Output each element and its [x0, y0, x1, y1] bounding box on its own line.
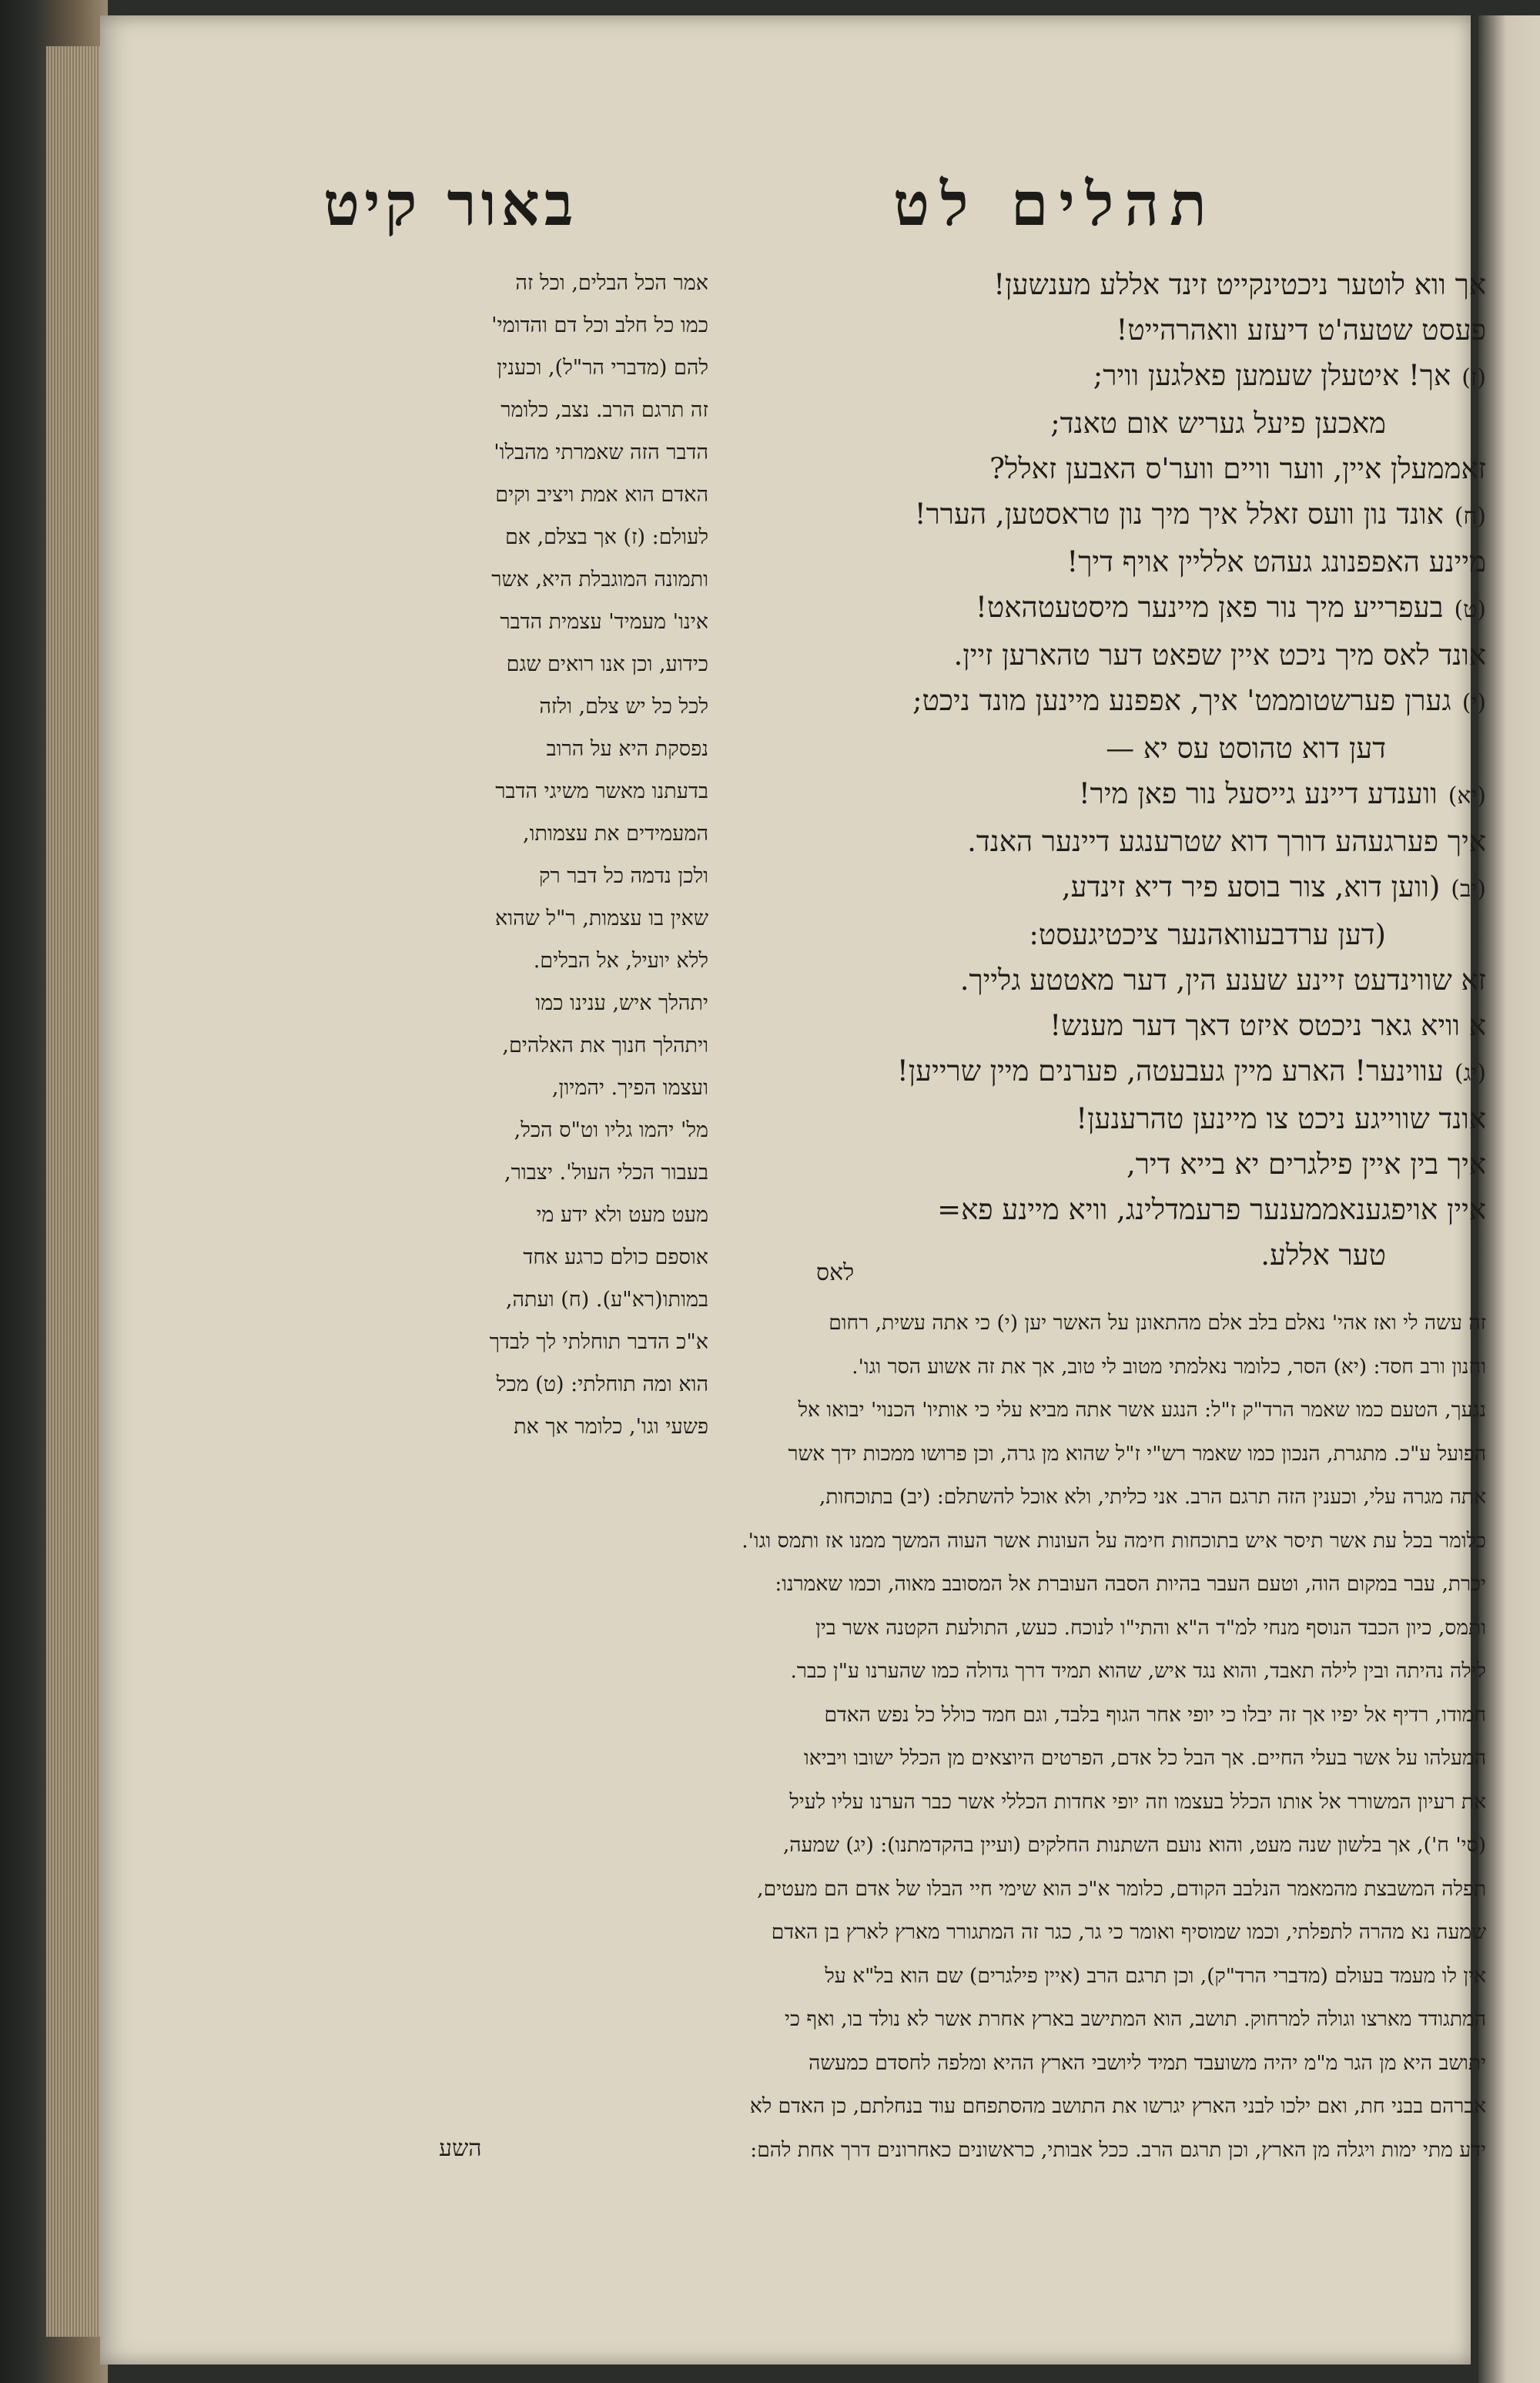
poem-line	[708, 307, 1486, 353]
verse-number: (ט)	[1454, 596, 1486, 623]
poem-text: מיינע האפפנונג געהט אלליין אויף דיך!	[1066, 545, 1486, 578]
next-page-edge	[1478, 15, 1540, 2383]
commentary-line: כידוע, וכן אנו רואים שגם	[506, 652, 708, 676]
commentary-line: ויתהלך חנוך את האלהים,	[502, 1034, 708, 1057]
page-edges	[46, 46, 106, 2337]
bottom-commentary-line: כלומר בכל עת אשר תיסר איש בתוכחות חימה על העונות אשר העוה המשך ממנו אז ותמס וגו'.	[742, 1528, 1486, 1553]
poem-text: א וויא גאר ניכטס איזט דאך דער מענש!	[1050, 1009, 1486, 1042]
commentary-line: ותמונה המוגבלת היא, אשר	[491, 568, 708, 592]
commentary-line: להם (מדברי הר"ל), וכענין	[497, 356, 708, 380]
poem-line	[708, 262, 1486, 307]
bottom-commentary-line: יכרת, עבר במקום הוה, וטעם העבר בהיות הסבה העוברת אל המסובב מאוה, וכמו שאמרנו:	[775, 1572, 1486, 1596]
poem-line	[708, 912, 1486, 957]
poem-text: אונד שווייגע ניכט צו מיינען טהרענען!	[1076, 1102, 1486, 1135]
poem-line	[708, 1096, 1486, 1141]
poem-text: פעסט שטעה'ט דיעזע וואהרהייט!	[1116, 313, 1486, 347]
verse-number: (יא)	[1448, 783, 1486, 809]
bottom-commentary-line: (סי' ח'), אך בלשון שנה מעט, והוא נועם השתנות החלקים (ועיין בהקדמתנו): (יג) שמעה,	[782, 1833, 1486, 1857]
poem-line	[708, 1141, 1486, 1187]
poem-line	[708, 585, 1486, 632]
poem-text: (דען ערדבעוואהנער ציכטיגעסט:	[1029, 918, 1386, 951]
commentary-line: הוא ומה תוחלתי: (ט) מכל	[496, 1372, 708, 1396]
bottom-commentary-line: ותמס, כיון הכבד הנוסף מנחי למ"ד ה"א והתי"ו לנוכח. כעש, התולעת הקטנה אשר בין	[815, 1615, 1486, 1640]
psalm-page-title: תהלים לט	[893, 169, 1217, 240]
verse-number: (יב)	[1451, 876, 1486, 903]
running-header	[100, 169, 1471, 262]
commentary-line: פשעי וגו', כלומר אך את	[514, 1415, 708, 1439]
commentary-page-title: באור קיט	[323, 169, 578, 240]
poem-text: איך פערגעהע דורך דוא שטרענגע דיינער האנד.	[967, 825, 1486, 858]
poem-text: גערן פערשטוממט' איך, אפפנע מיינען מונד ניכט;	[912, 684, 1451, 717]
book-page	[100, 15, 1486, 2365]
poem-text: אונד לאס מיך ניכט איין שפאט דער טהארען זיין.	[953, 638, 1486, 672]
poem-line	[708, 446, 1486, 491]
verse-number: (י)	[1461, 689, 1486, 716]
commentary-line: הדבר הזה שאמרתי מהבלו'	[494, 441, 708, 464]
poem-line	[708, 491, 1486, 539]
poem-line	[708, 678, 1486, 726]
commentary-line: ללא יועיל, אל הבלים.	[533, 949, 708, 973]
bottom-commentary-line: נגעך, הטעם כמו שאמר הרד"ק ז"ל: הנגע אשר אתה מביא עלי כי אותיו' הכנוי' יבואו אל	[798, 1398, 1486, 1422]
poem-text: אך! איטעלן שעמען פאלגען וויר;	[1093, 359, 1451, 392]
poem-line	[708, 726, 1486, 771]
bottom-commentary-line: את רעיון המשורר אל אותו הכלל בעצמו וזה יופי אחדות הכללי אשר כבר הערנו עליו לעיל	[789, 1789, 1486, 1814]
commentary-column	[323, 262, 708, 1448]
poem-text: דען דוא טהוסט עס יא —	[1106, 732, 1386, 765]
commentary-line: זה תרגם הרב. נצב, כלומר	[500, 398, 708, 422]
bottom-commentary-line: יתושב היא מן הגר מ"מ יהיה משועבד תמיד ליושבי הארץ ההיא ומלפה לחסדם כמעשה	[808, 2050, 1486, 2075]
commentary-line: כמו כל חלב וכל דם והדומי'	[491, 313, 708, 337]
commentary-line: במותו(רא"ע). (ח) ועתה,	[505, 1288, 708, 1312]
bottom-catchword: השע	[439, 2135, 482, 2162]
poem-text: זא שווינדעט זיינע שענע הין, דער מאטטע גלייך.	[959, 964, 1486, 997]
commentary-line: לעולם: (ז) אך בצלם, אם	[504, 525, 708, 549]
commentary-line: שאין בו עצמות, ר"ל שהוא	[495, 907, 708, 930]
book-block-edge	[0, 0, 108, 2383]
poem-line	[708, 1187, 1486, 1232]
poem-text: (ווען דוא, צור בוסע פיר דיא זינדע,	[1061, 870, 1441, 903]
commentary-line: מעט מעט ולא ידע מי	[536, 1203, 708, 1227]
bottom-commentary-line: אברהם בבני חת, ואם ילכו לבני הארץ יגרשו את התושב מהסתפחם עוד בנחלתם, כן האדם לא	[749, 2094, 1486, 2118]
poem-translation-column	[708, 262, 1486, 1278]
poem-text: ווענדע דיינע גייסעל נור פאן מיר!	[1078, 777, 1438, 810]
commentary-line: לכל כל יש צלם, ולזה	[539, 695, 708, 719]
commentary-line: א"כ הדבר תוחלתי לך לבדך	[489, 1330, 708, 1354]
verse-number: (יג)	[1454, 1060, 1486, 1087]
bottom-commentary-line: ידע מתי ימות ויגלה מן הארץ, וכן תרגם הרב. ככל אבותי, כראשונים כאחרונים דרך אחת להם:	[750, 2137, 1486, 2162]
bottom-commentary-line: לילה נהיתה ובין לילה תאבד, והוא נגד איש, שהוא תמיד דרך גדולה כמו שהערנו ע"ן כבר.	[790, 1659, 1486, 1683]
commentary-line: אמר הכל הבלים, וכל זה	[515, 271, 708, 295]
commentary-line: יתהלך איש, ענינו כמו	[535, 991, 708, 1015]
poem-text: אונד נון וועס זאלל איך מיך נון טראסטען, הערר!	[914, 498, 1444, 531]
poem-text: איך בין איין פילגרים יא בייא דיר,	[1127, 1148, 1486, 1181]
bottom-commentary-line: זה עשה לי ואז אהי' נאלם בלב אלם מהתאונן על האשר יען (י) כי אתה עשית, רחום	[829, 1311, 1486, 1335]
bottom-commentary-line: שמעה נא מהרה לתפלתי, וכמו שמוסיף ואומר כי גר, כגר זה המתגורר מארץ לארץ בן האדם	[771, 1920, 1486, 1944]
bottom-commentary-line: וחנון ורב חסד: (יא) הסר, כלומר נאלמתי מטוב לי טוב, אך את זה אשוע הסר וגו'.	[852, 1354, 1486, 1379]
commentary-line: אוספם כולם כרגע אחד	[523, 1245, 708, 1269]
commentary-line: ולכן נדמה כל דבר רק	[538, 864, 708, 888]
bottom-commentary-line: אתה מגרה עלי, וכענין הזה תרגם הרב. אני כליתי, ולא אוכל להשתלם: (יב) בתוכחות,	[819, 1485, 1486, 1509]
poem-text: בעפרייע מיך נור פאן מיינער מיסטעטהאט!	[975, 591, 1444, 624]
bottom-commentary-line: תפלה המשבצת מהמאמר הנלבב הקודם, כלומר א"כ הוא שימי חיי הבלו של אדם הם מעטים,	[757, 1876, 1486, 1901]
poem-text: עווינער! הארע מיין געבעטה, פערנים מיין שרייען!	[896, 1054, 1444, 1088]
commentary-line: מל' יהמו גליו וט"ס הכל,	[514, 1118, 708, 1142]
poem-line	[708, 864, 1486, 912]
commentary-line: ועצמו הפיך. יהמיון,	[551, 1076, 708, 1100]
bottom-commentary-line: המתגודד מארצו וגולה למרחוק. תושב, הוא המתישב בארץ אחרת אשר לא נולד בו, ואף כי	[785, 2007, 1486, 2031]
poem-text: מאכען פיעל געריש אום טאנד;	[1050, 407, 1386, 440]
commentary-line: אינו' מעמיד' עצמית הדבר	[500, 610, 708, 634]
commentary-line: בדעתנו מאשר משיגי הדבר	[495, 779, 708, 803]
poem-line	[708, 401, 1486, 446]
poem-line	[708, 539, 1486, 585]
bottom-commentary	[323, 1302, 1486, 2172]
verse-number: (ז)	[1461, 364, 1486, 391]
poem-catchword: לאס	[816, 1259, 855, 1286]
poem-line	[708, 353, 1486, 401]
commentary-line: האדם הוא אמת ויציב וקים	[495, 483, 708, 507]
poem-line	[708, 1003, 1486, 1048]
poem-line	[708, 771, 1486, 819]
commentary-line: נפסקת היא על הרוב	[546, 737, 708, 761]
commentary-line: המעמידים את עצמותו,	[523, 822, 708, 846]
poem-line	[708, 819, 1486, 864]
poem-text: איין אויפגענאממענער פרעמדלינג, וויא מיינע פא=	[937, 1193, 1486, 1226]
poem-text: אך ווא לוטער ניכטינקייט זינד אללע מענשען!	[993, 268, 1486, 301]
bottom-commentary-line: חמודו, רדיף אל יפיו אך זה יבלו כי יופי אחר הגוף בלבד, וגם חמד כולל כל נפש האדם	[824, 1702, 1486, 1727]
poem-text: זאממעלן איין, ווער וויים ווער'ס האבען זאלל?	[989, 452, 1486, 485]
poem-line	[708, 632, 1486, 678]
bottom-commentary-line: המעלהו על אשר בעלי החיים. אך הבל כל אדם, הפרטים היוצאים מן הכלל ישובו ויביאו	[803, 1746, 1486, 1770]
poem-line	[708, 957, 1486, 1003]
verse-number: (ח)	[1454, 503, 1486, 530]
bottom-commentary-line: הפועל ע"כ. מתגרת, הנכון כמו שאמר רש"י ז"ל שהוא מן גרה, וכן פרושו ממכות ידך אשר	[788, 1441, 1486, 1466]
bottom-commentary-line: אין לו מעמד בעולם (מדברי הרד"ק), וכן תרגם הרב (איין פילגרים) שם הוא בל"א על	[825, 1963, 1486, 1988]
poem-line	[708, 1048, 1486, 1096]
commentary-line: בעבור הכלי העול'. יצבור,	[504, 1161, 708, 1185]
poem-text: טער אללע.	[1260, 1238, 1386, 1272]
